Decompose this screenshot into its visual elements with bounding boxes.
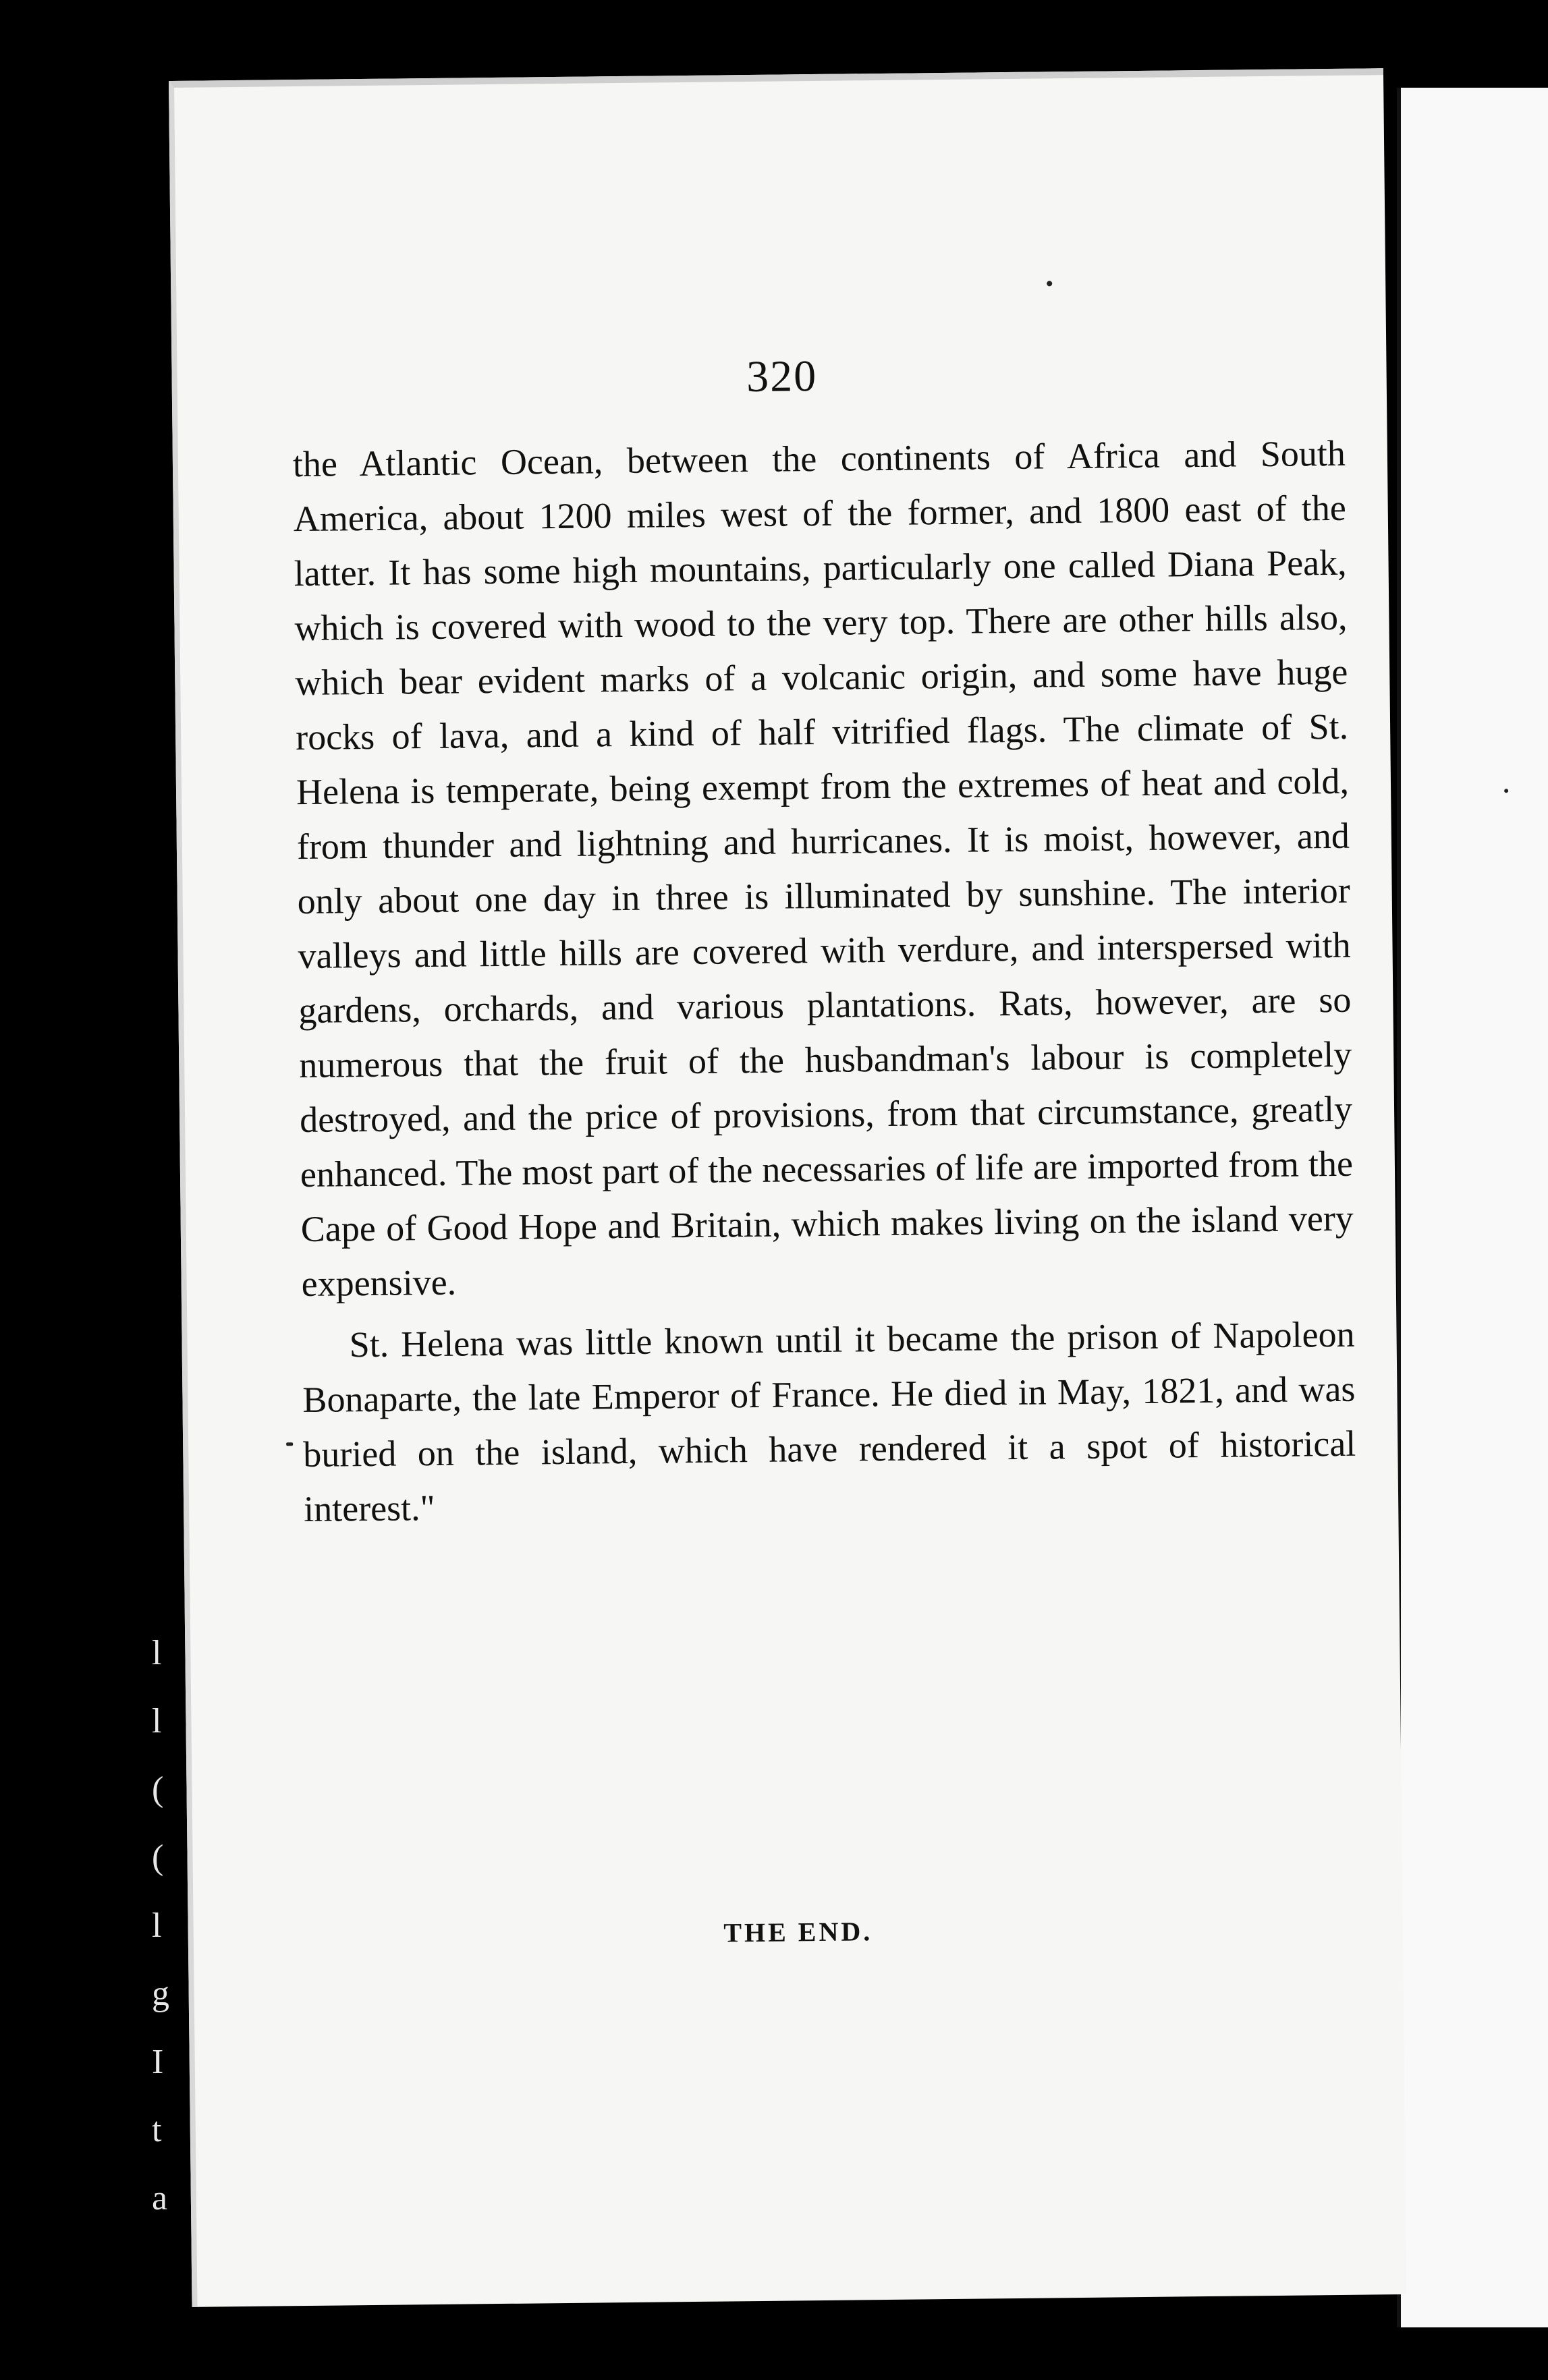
ink-speck: [1504, 789, 1508, 793]
left-margin-strip: [0, 0, 135, 2380]
ink-speck: [286, 1442, 293, 1446]
facing-page-edge: [1397, 88, 1548, 2327]
margin-letter: l: [152, 1906, 162, 1945]
book-page: [169, 68, 1406, 2307]
page-body: [293, 426, 1357, 1537]
margin-letter: l: [152, 1634, 162, 1672]
ink-speck: [1047, 281, 1052, 286]
margin-letter: a: [152, 2179, 168, 2217]
page-number: 320: [746, 351, 818, 402]
margin-letter: g: [152, 1975, 169, 2013]
margin-letter: (: [152, 1770, 164, 1809]
margin-letter: (: [152, 1838, 164, 1877]
margin-letter: l: [152, 1702, 162, 1740]
paragraph-1: the Atlantic Ocean, between the continents of Africa and South America, about 1200 miles west of the former, and 1800 east of the latter. It has some high mountains, particularly one called Diana Peak, which is covered with wood to the very top. There are other hills also, which bear evident marks of a volcanic origin, and some have huge rocks of lava, and a kind of half vitrified flags. The climate of St. Helena is temperate, being exempt from the extremes of heat and cold, from thunder and lightning and hurricanes. It is moist, however, and only about one day in three is illuminated by sunshine. The interior valleys and little hills are covered with verdure, and interspersed with gardens, orchards, and various plantations. Rats, however, are so numerous that the fruit of the husbandman's labour is completely destroyed, and the price of provisions, from that circumstance, greatly enhanced. The most part of the necessaries of life are imported from the Cape of Good Hope and Britain, which makes living on the island very expensive.: [292, 432, 1354, 1305]
margin-letter: I: [152, 2043, 164, 2081]
margin-letter: t: [152, 2111, 162, 2149]
closing-text: THE END.: [723, 1916, 873, 1948]
adjacent-page-letters: [152, 1619, 186, 2232]
paragraph-2: St. Helena was little known until it became the prison of Napoleon Bonaparte, the late Emperor of France. He died in May, 1821, and was buried on the island, which have rendered it a spot of historical interest.": [302, 1313, 1356, 1530]
